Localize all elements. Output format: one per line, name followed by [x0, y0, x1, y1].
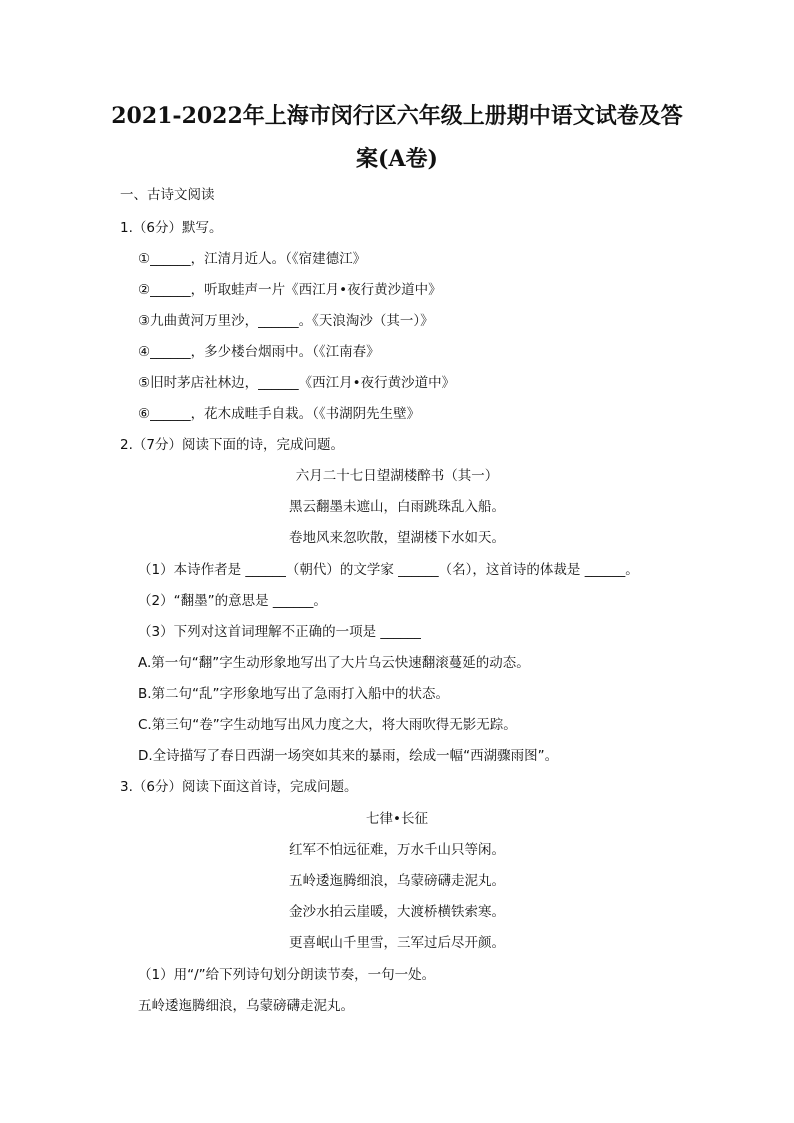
q1-item-6: ⑥______，花木成畦手自栽。（《书湖阴先生壁》 [138, 406, 421, 422]
q3-poem-line-1: 红军不怕远征难，万水千山只等闲。 [289, 842, 505, 858]
section-heading: 一、古诗文阅读 [120, 187, 215, 203]
q1-item-5: ⑤旧时茅店社林边，______《西江月•夜行黄沙道中》 [138, 375, 456, 391]
q3-poem-title: 七律•长征 [366, 811, 428, 827]
question-3-stem: 3.（6分）阅读下面这首诗，完成问题。 [120, 779, 358, 795]
q3-poem-line-2: 五岭逶迤腾细浪，乌蒙磅礴走泥丸。 [289, 873, 505, 889]
q2-sub-question-2: （2）“翻墨”的意思是 ______。 [138, 593, 327, 609]
q2-sub-question-1: （1）本诗作者是 ______（朝代）的文学家 ______（名），这首诗的体裁是 ______。 [138, 562, 639, 578]
doc-title-line2: 案(A卷) [356, 146, 438, 172]
q3-poem-line-3: 金沙水拍云崖暖，大渡桥横铁索寒。 [289, 904, 505, 920]
doc-title-line1: 2021-2022年上海市闵行区六年级上册期中语文试卷及答 [111, 103, 683, 129]
q2-poem-title: 六月二十七日望湖楼醉书（其一） [295, 468, 499, 484]
q2-option-a: A.第一句“翻”字生动形象地写出了大片乌云快速翻滚蔓延的动态。 [138, 655, 530, 671]
q2-sub-question-3: （3）下列对这首词理解不正确的一项是 ______ [138, 624, 421, 640]
question-2-stem: 2.（7分）阅读下面的诗，完成问题。 [120, 437, 344, 453]
q1-item-3: ③九曲黄河万里沙，______。《天浪淘沙（其一）》 [138, 313, 434, 329]
q1-item-1: ①______，江清月近人。（《宿建德江》 [138, 251, 367, 267]
q3-sub-question-1: （1）用“/”给下列诗句划分朗读节奏，一句一处。 [138, 967, 436, 983]
q2-poem-line-2: 卷地风来忽吹散，望湖楼下水如天。 [289, 530, 505, 546]
q2-poem-line-1: 黑云翻墨未遮山，白雨跳珠乱入船。 [289, 499, 505, 515]
q1-item-2: ②______，听取蛙声一片《西江月•夜行黄沙道中》 [138, 282, 442, 298]
q2-option-c: C.第三句“卷”字生动地写出风力度之大，将大雨吹得无影无踪。 [138, 717, 517, 733]
q3-sub-question-1-line: 五岭逶迤腾细浪，乌蒙磅礴走泥丸。 [138, 998, 354, 1014]
q3-poem-line-4: 更喜岷山千里雪，三军过后尽开颜。 [289, 935, 505, 951]
question-1-stem: 1.（6分）默写。 [120, 220, 223, 236]
q2-option-d: D.全诗描写了春日西湖一场突如其来的暴雨，绘成一幅“西湖骤雨图”。 [138, 748, 559, 764]
q1-item-4: ④______，多少楼台烟雨中。（《江南春》 [138, 344, 380, 360]
q2-option-b: B.第二句“乱”字形象地写出了急雨打入船中的状态。 [138, 686, 450, 702]
